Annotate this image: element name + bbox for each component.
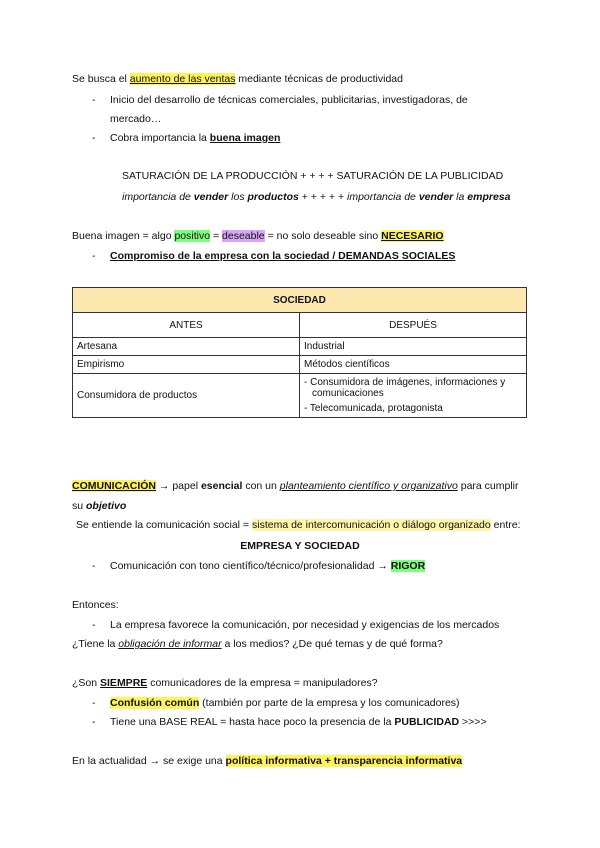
s-text: Tiene una BASE REAL = hasta hace poco la presencia de la [110,716,395,728]
imp-plus: + + + + + [298,191,348,203]
s-text: ¿Son [72,677,101,689]
obligacion-underline: obligación de informar [118,638,222,650]
com-text: para cumplir [457,480,519,492]
com-text: con un [242,480,280,492]
positivo-highlight: positivo [174,230,211,242]
s-text: >>>> [459,716,487,728]
act-text: En la actualidad → se exige una [72,755,226,767]
compromiso-bullet: Compromiso de la empresa con la sociedad / DEMANDAS SOCIALES [110,250,456,262]
com-text: → papel [156,480,201,492]
imp-bold: vender [193,191,229,203]
bullet-dash: - [92,560,96,572]
imp-bold: productos [247,191,299,203]
confusion-bullet [110,697,460,709]
table-cell: Métodos científicos [300,356,527,374]
objetivo-line [72,500,126,512]
deseable-highlight: deseable [222,230,265,242]
rigor-pre: Comunicación con tono científico/técnico/profesionalidad → [110,560,391,572]
bullet-dash: - [92,716,96,728]
saturation-line: SATURACIÓN DE LA PRODUCCIÓN + + + + SATURACIÓN DE LA PUBLICIDAD [122,170,504,182]
table-row [73,374,527,418]
obligacion-question [72,638,443,650]
imp-text: importancia de [347,191,419,203]
rigor-bullet [110,560,425,572]
despues-line: - Telecomunicada, protagonista [304,403,443,414]
comunicacion-highlight: COMUNICACIÓN [72,480,156,492]
politica-highlight: política informativa + transparencia informativa [225,755,463,767]
bullet-text: Cobra importancia la [110,132,210,144]
imp-text: los [228,191,248,203]
bullet-dash: - [92,94,96,106]
table-row [73,356,527,374]
imp-bold: vender [418,191,454,203]
rigor-highlight: RIGOR [390,560,426,572]
bullet-dash: - [92,697,96,709]
empresa-sociedad: EMPRESA Y SOCIEDAD [240,540,360,552]
imp-text: importancia de [122,191,194,203]
intro-pre: Se busca el [72,73,130,85]
table-row [73,338,527,356]
q-text: ¿Tiene la [72,638,119,650]
def-text: Se entiende la comunicación social = [76,519,252,531]
siempre-underline: SIEMPRE [100,677,148,689]
planteamiento-italic: planteamiento científico y organizativo [279,480,458,492]
necesario-highlight: NECESARIO [381,230,444,242]
comunicacion-line [72,480,519,492]
table-cell: Consumidora de productos [73,374,300,418]
publicidad-bold: PUBLICIDAD [394,716,460,728]
bullet-dash: - [92,132,96,144]
bullet-dash: - [92,250,96,262]
actualidad-line [72,755,462,767]
entonces-title: Entonces: [72,599,119,611]
despues-line: comunicaciones [312,388,384,399]
q-text: a los medios? ¿De qué temas y de qué forma? [221,638,443,650]
buena-imagen-underline: buena imagen [209,132,281,144]
buena-pre: Buena imagen = algo [72,230,175,242]
buena-eq: = [210,230,223,242]
sociedad-table [72,287,527,418]
buena-mid: = no solo deseable sino [264,230,382,242]
definicion-line [76,519,521,531]
com-text: su [72,500,87,512]
intro-line [72,73,403,85]
objetivo-bold: objetivo [86,500,127,512]
table-header-antes: ANTES [73,313,300,338]
bullet-item [110,132,280,144]
bullet-item: Inicio del desarrollo de técnicas comerciales, publicitarias, investigadoras, de [110,94,468,106]
importance-line [122,191,510,203]
table-cell: Empirismo [73,356,300,374]
confusion-highlight: Confusión común [110,697,200,709]
siempre-question [72,677,378,689]
intro-post: mediante técnicas de productividad [235,73,403,85]
intro-highlight: aumento de las ventas [129,73,236,85]
def-text: entre: [490,519,521,531]
table-header-despues: DESPUÉS [300,313,527,338]
table-title: SOCIEDAD [73,288,527,313]
table-cell [300,374,527,418]
bullet-item-cont: mercado… [110,113,162,125]
buena-imagen-line [72,230,444,242]
entonces-bullet: La empresa favorece la comunicación, por necesidad y exigencias de los mercados [110,619,500,631]
table-cell: Industrial [300,338,527,356]
s-text: comunicadores de la empresa = manipuladores? [147,677,378,689]
s-text: (también por parte de la empresa y los comunicadores) [199,697,460,709]
imp-bold: empresa [467,191,511,203]
despues-line: - Consumidora de imágenes, informaciones y [304,377,506,388]
bullet-dash: - [92,619,96,631]
def-highlight: sistema de intercomunicación o diálogo organizado [251,519,491,531]
base-real-bullet [110,716,487,728]
table-cell: Artesana [73,338,300,356]
imp-text: la [453,191,468,203]
esencial-bold: esencial [200,480,243,492]
